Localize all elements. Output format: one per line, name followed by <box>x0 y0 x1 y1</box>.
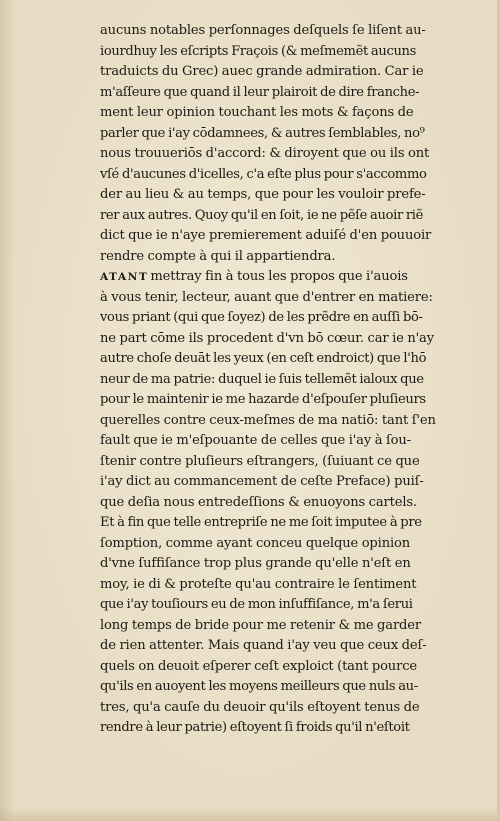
text-line: iourdhuy les eſcripts Fraçois (& meſmemẽt aucuns <box>100 43 416 59</box>
text-line: pour le maintenir ie me hazarde d'eſpouſer pluſieurs <box>100 392 426 407</box>
text-block <box>100 21 480 739</box>
text-line: neur de ma patrie: duquel ie ſuis tellemẽt ialoux que <box>100 371 424 387</box>
text-line: que deſia nous entredeſſions & enuoyons cartels. <box>100 494 417 510</box>
text-line: vſé d'aucunes d'icelles, c'a eſte plus pour s'accommo <box>100 166 427 182</box>
text-line: querelles contre ceux-meſmes de ma natiō: tant ſ'en <box>100 412 436 428</box>
text-line: rendre à leur patrie) eſtoyent ſi froids qu'il n'eſtoit <box>100 720 410 735</box>
text-line: fault que ie m'eſpouante de celles que i'ay à ſou- <box>100 433 411 448</box>
text-line: ment leur opinion touchant les mots & façons de <box>100 105 414 120</box>
text-line: traduicts du Grec) auec grande admiration. Car ie <box>100 64 424 79</box>
text-line: ne part cōme ils procedent d'vn bō cœur. car ie n'ay <box>100 330 434 346</box>
text-line: ſomption, comme ayant conceu quelque opinion <box>100 535 411 551</box>
text-line: de rien attenter. Mais quand i'ay veu que ceux deſ- <box>100 638 427 653</box>
text-line: vous priant (qui que ſoyez) de les prẽdre en auſſi bō- <box>100 310 423 325</box>
text-line: d'vne ſuffiſance trop plus grande qu'elle n'eſt en <box>100 556 411 571</box>
text-line: ſtenir contre pluſieurs eſtrangers, (ſuiuant ce que <box>100 453 420 469</box>
text-line: aucuns notables perſonnages deſquels ſe liſent au- <box>100 23 426 38</box>
text-line: Et à fin que telle entrepriſe ne me ſoit imputee à pre <box>100 515 422 530</box>
text-line: m'aſſeure que quand il leur plairoit de dire franche- <box>100 84 420 100</box>
text-line: que i'ay touſiours eu de mon inſuffiſance, m'a ſerui <box>100 597 413 612</box>
text-line: nous trouueriōs d'accord: & diroyent que ou ils ont <box>100 146 430 161</box>
text-line: qu'ils en auoyent les moyens meilleurs que nuls au- <box>100 679 418 694</box>
text-line-rest: mettray fin à tous les propos que i'auois <box>150 269 408 284</box>
text-line: der au lieu & au temps, que pour les vouloir prefe- <box>100 187 426 202</box>
text-line: moy, ie di & proteſte qu'au contraire le ſentiment <box>100 576 417 592</box>
text-line: long temps de bride pour me retenir & me garder <box>100 617 421 633</box>
paragraph-first-line <box>100 267 480 288</box>
text-line: à vous tenir, lecteur, auant que d'entrer en matiere: <box>100 289 433 305</box>
text-line: tres, qu'a cauſe du deuoir qu'ils eſtoyent tenus de <box>100 699 420 715</box>
page-bottom-edge <box>0 807 497 821</box>
text-line: parler que i'ay cōdamnees, & autres ſemblables, no⁹ <box>100 125 425 141</box>
paragraph-lead-caps: ATANT <box>100 271 149 283</box>
text-line: rendre compte à qui il appartiendra. <box>100 248 336 264</box>
text-line: i'ay dict au commancement de ceſte Preface) puiſ- <box>100 474 424 489</box>
text-line: rer aux autres. Quoy qu'il en ſoit, ie ne pẽſe auoir riẽ <box>100 207 424 223</box>
text-line: quels on deuoit eſperer ceſt exploict (tant pource <box>100 658 417 674</box>
text-line: autre choſe deuāt les yeux (en ceſt endroict) que l'hō <box>100 351 427 366</box>
text-line: dict que ie n'aye premierement aduiſé d'en pouuoir <box>100 228 432 243</box>
